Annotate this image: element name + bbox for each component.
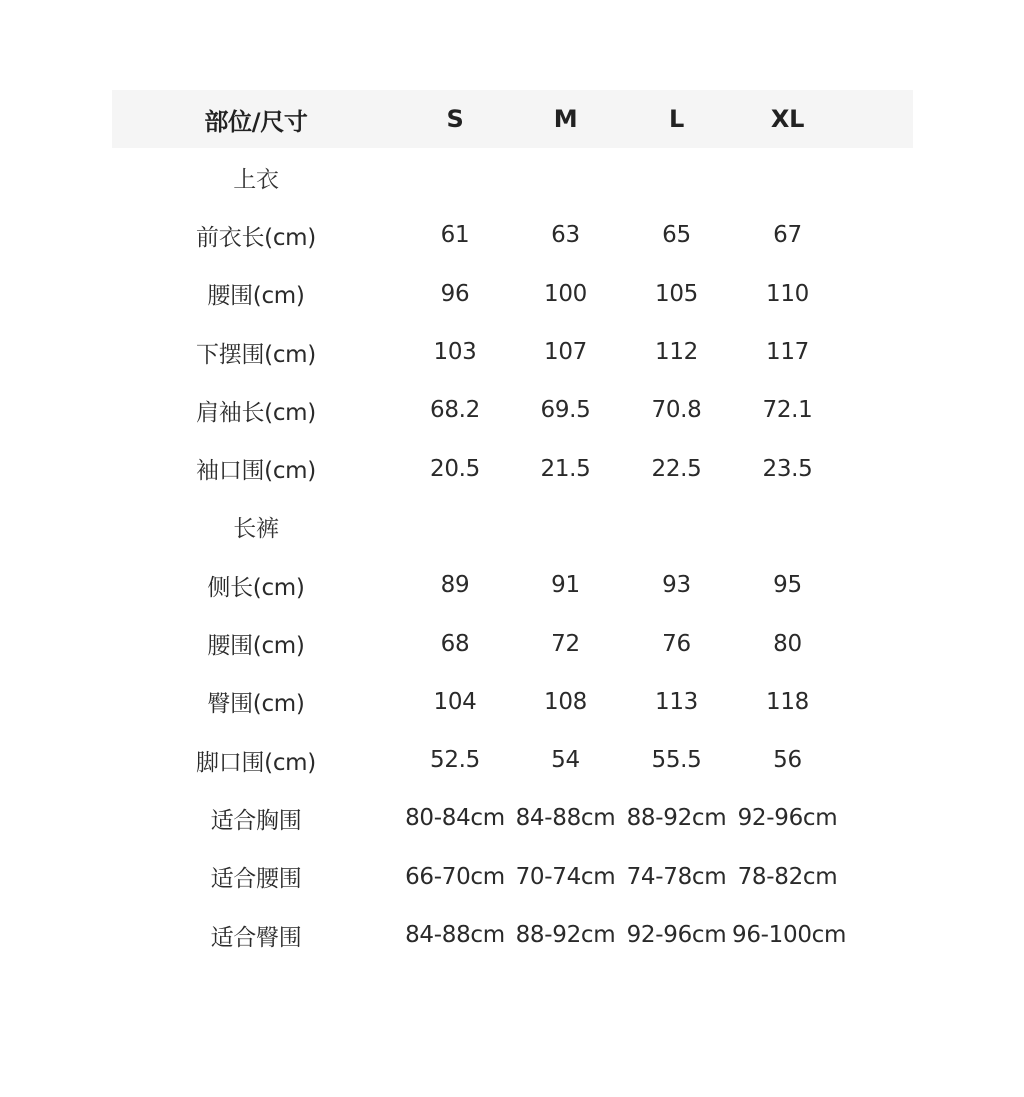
row-label: 侧长(cm) (207, 574, 305, 601)
value-m: 72 (551, 630, 580, 657)
value-m: 107 (544, 339, 587, 366)
value-l: 112 (655, 339, 698, 366)
table-row (112, 381, 913, 439)
value-l: 92-96cm (626, 922, 727, 948)
table-row (112, 614, 913, 672)
section-title: 上衣 (233, 166, 279, 193)
row-label: 前衣长(cm) (196, 224, 316, 251)
row-label: 腰围(cm) (207, 633, 305, 660)
value-l: 93 (662, 572, 691, 599)
header-label: 部位/尺寸 (204, 107, 308, 136)
header-size-s: S (446, 105, 464, 133)
value-s: 52.5 (429, 747, 480, 774)
value-xl: 92-96cm (737, 805, 838, 832)
value-xl: 95 (773, 572, 802, 599)
table-row (112, 848, 913, 906)
value-xl: 110 (766, 280, 809, 307)
value-xl: 118 (766, 688, 809, 715)
table-row (112, 789, 913, 847)
table-row (112, 906, 913, 964)
value-s: 96 (440, 280, 470, 307)
value-s: 89 (440, 572, 470, 599)
value-l: 55.5 (651, 747, 702, 774)
value-l: 22.5 (651, 455, 702, 482)
value-m: 108 (544, 688, 587, 715)
value-s: 68 (440, 630, 470, 657)
value-m: 21.5 (540, 455, 591, 482)
table-row (112, 265, 913, 323)
row-label: 腰围(cm) (207, 283, 305, 310)
value-m: 91 (551, 572, 580, 599)
row-label: 脚口围(cm) (196, 749, 316, 776)
value-m: 84-88cm (515, 805, 616, 832)
value-xl: 56 (773, 747, 802, 774)
value-s: 20.5 (429, 455, 480, 482)
table-row (112, 206, 913, 264)
value-l: 70.8 (651, 397, 702, 424)
table-row (112, 439, 913, 497)
header-size-m: M (553, 105, 578, 133)
section-row-pants (112, 498, 913, 556)
value-xl: 78-82cm (737, 863, 838, 890)
value-xl: 80 (773, 630, 802, 657)
table-row (112, 323, 913, 381)
value-s: 103 (433, 339, 477, 366)
value-xl: 117 (766, 339, 809, 366)
table-row (112, 556, 913, 614)
value-s: 104 (433, 688, 477, 715)
value-l: 113 (655, 688, 698, 715)
value-xl: 67 (773, 222, 802, 249)
value-xl: 96-100cm (732, 922, 847, 948)
row-label: 适合腰围 (210, 866, 302, 893)
row-label: 臀围(cm) (207, 691, 305, 718)
value-l: 88-92cm (626, 805, 727, 832)
section-title: 长裤 (233, 516, 279, 543)
row-label: 肩袖长(cm) (196, 399, 316, 426)
row-label: 适合胸围 (210, 807, 302, 834)
value-m: 70-74cm (515, 863, 616, 890)
value-m: 63 (551, 222, 580, 249)
header-size-l: L (669, 105, 684, 133)
value-s: 84-88cm (405, 922, 505, 948)
value-m: 69.5 (540, 397, 591, 424)
value-s: 66-70cm (405, 863, 505, 890)
value-m: 100 (544, 280, 587, 307)
table-row (112, 731, 913, 789)
size-chart-table (112, 90, 913, 964)
value-l: 65 (662, 222, 691, 249)
value-xl: 72.1 (762, 397, 813, 424)
value-s: 80-84cm (405, 805, 505, 832)
value-l: 76 (662, 630, 691, 657)
value-s: 61 (440, 222, 470, 249)
value-m: 54 (551, 747, 580, 774)
row-label: 适合臀围 (210, 924, 302, 951)
row-label: 袖口围(cm) (196, 458, 316, 485)
header-size-xl: XL (770, 105, 805, 133)
section-row-top (112, 148, 913, 206)
value-m: 88-92cm (515, 922, 616, 948)
value-l: 105 (655, 280, 698, 307)
table-row (112, 673, 913, 731)
value-xl: 23.5 (762, 455, 813, 482)
value-l: 74-78cm (626, 863, 727, 890)
row-label: 下摆围(cm) (196, 341, 316, 368)
value-s: 68.2 (429, 397, 480, 424)
table-header-row (112, 90, 913, 148)
